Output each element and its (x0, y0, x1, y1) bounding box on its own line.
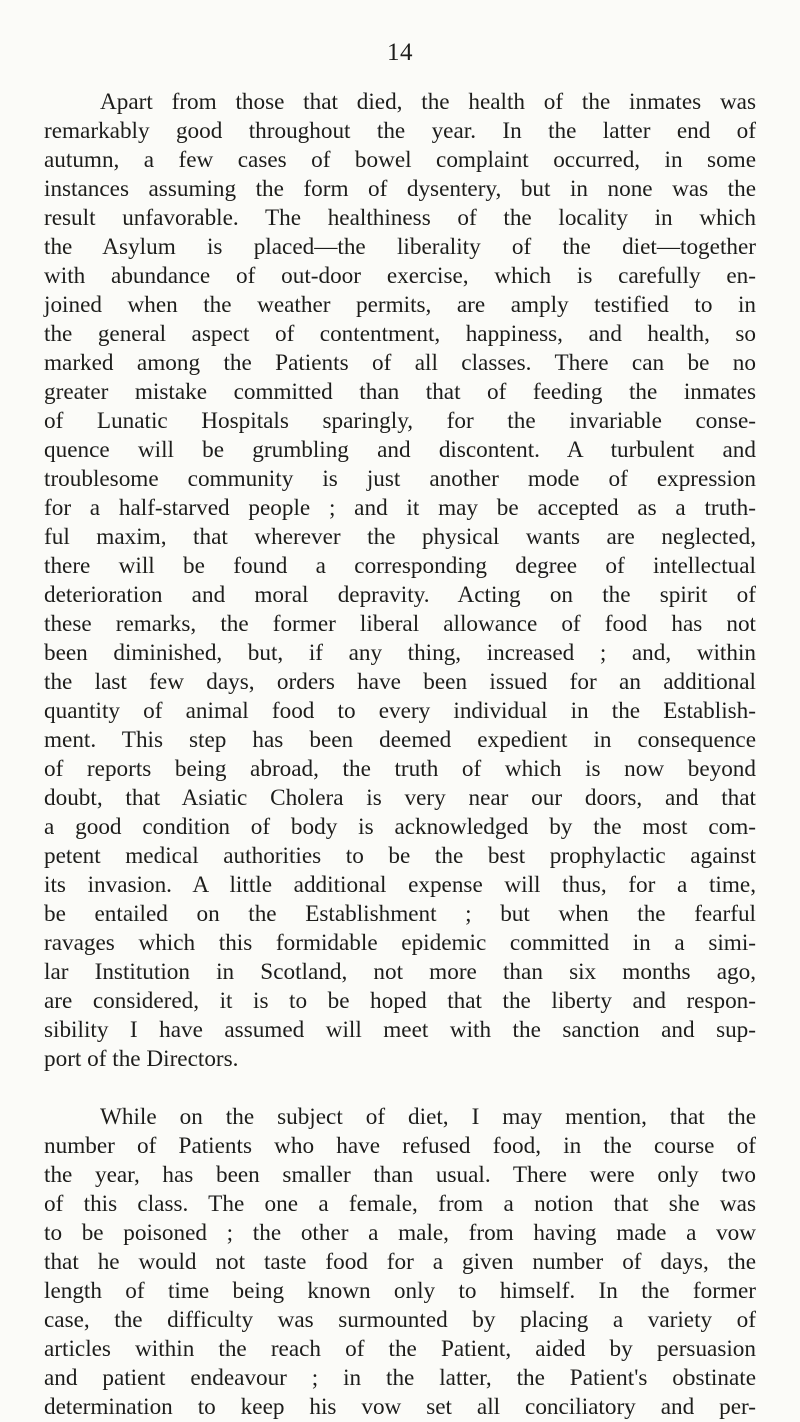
text-line: these remarks, the former liberal allowance of food has not (44, 611, 756, 637)
text-line: joined when the weather permits, are amply testified to in (44, 292, 756, 318)
text-line: sibility I have assumed will meet with the sanction and sup- (44, 1017, 756, 1043)
text-line: lar Institution in Scotland, not more than six months ago, (44, 959, 756, 985)
paragraph-refused-food (44, 1103, 756, 1422)
text-line: of this class. The one a female, from a notion that she was (44, 1191, 756, 1217)
text-line: been diminished, but, if any thing, increased ; and, within (44, 640, 756, 666)
text-line: Apart from those that died, the health of the inmates was (100, 89, 756, 115)
text-line: quence will be grumbling and discontent. A turbulent and (44, 437, 756, 463)
text-line: to be poisoned ; the other a male, from having made a vow (44, 1220, 756, 1246)
text-line: a good condition of body is acknowledged by the most com- (44, 814, 756, 840)
text-line: marked among the Patients of all classes. There can be no (44, 350, 756, 376)
text-line: for a half-starved people ; and it may be accepted as a truth- (44, 495, 756, 521)
text-line: determination to keep his vow set all conciliatory and per- (44, 1394, 756, 1420)
text-line: of Lunatic Hospitals sparingly, for the invariable conse- (44, 408, 756, 434)
text-line: there will be found a corresponding degree of intellectual (44, 553, 756, 579)
text-line: the general aspect of contentment, happiness, and health, so (44, 321, 756, 347)
text-line: ment. This step has been deemed expedient in consequence (44, 727, 756, 753)
text-line: are considered, it is to be hoped that the liberty and respon- (44, 988, 756, 1014)
text-line: the Asylum is placed—the liberality of the diet—together (44, 234, 756, 260)
text-line: be entailed on the Establishment ; but when the fearful (44, 901, 756, 927)
text-line: quantity of animal food to every individual in the Establish- (44, 698, 756, 724)
paragraph-spacing (44, 1074, 756, 1103)
text-line: deterioration and moral depravity. Acting on the spirit of (44, 582, 756, 608)
text-line: articles within the reach of the Patient, aided by persuasion (44, 1336, 756, 1362)
text-line: number of Patients who have refused food, in the course of (44, 1133, 756, 1159)
text-line: ful maxim, that wherever the physical wants are neglected, (44, 524, 756, 550)
text-line: and patient endeavour ; in the latter, the Patient's obstinate (44, 1365, 756, 1391)
text-line: While on the subject of diet, I may mention, that the (100, 1104, 756, 1130)
text-line: with abundance of out-door exercise, which is carefully en- (44, 263, 756, 289)
text-line: instances assuming the form of dysentery, but in none was the (44, 176, 756, 202)
text-line: ravages which this formidable epidemic committed in a simi- (44, 930, 756, 956)
text-line: case, the difficulty was surmounted by placing a variety of (44, 1307, 756, 1333)
paragraph-health-and-diet (44, 88, 756, 1074)
text-line: the year, has been smaller than usual. There were only two (44, 1162, 756, 1188)
text-line: remarkably good throughout the year. In the latter end of (44, 118, 756, 144)
text-line: port of the Directors. (44, 1046, 239, 1072)
text-line: result unfavorable. The healthiness of the locality in which (44, 205, 756, 231)
text-line: autumn, a few cases of bowel complaint occurred, in some (44, 147, 756, 173)
text-line: the last few days, orders have been issued for an additional (44, 669, 756, 695)
text-line: length of time being known only to himself. In the former (44, 1278, 756, 1304)
page-number: 14 (387, 39, 413, 66)
text-line: its invasion. A little additional expense will thus, for a time, (44, 872, 756, 898)
text-line: of reports being abroad, the truth of which is now beyond (44, 756, 756, 782)
text-line: that he would not taste food for a given number of days, the (44, 1249, 756, 1275)
text-line: doubt, that Asiatic Cholera is very near our doors, and that (44, 785, 756, 811)
text-line: greater mistake committed than that of feeding the inmates (44, 379, 756, 405)
text-line: petent medical authorities to be the best prophylactic against (44, 843, 756, 869)
text-line: troublesome community is just another mode of expression (44, 466, 756, 492)
